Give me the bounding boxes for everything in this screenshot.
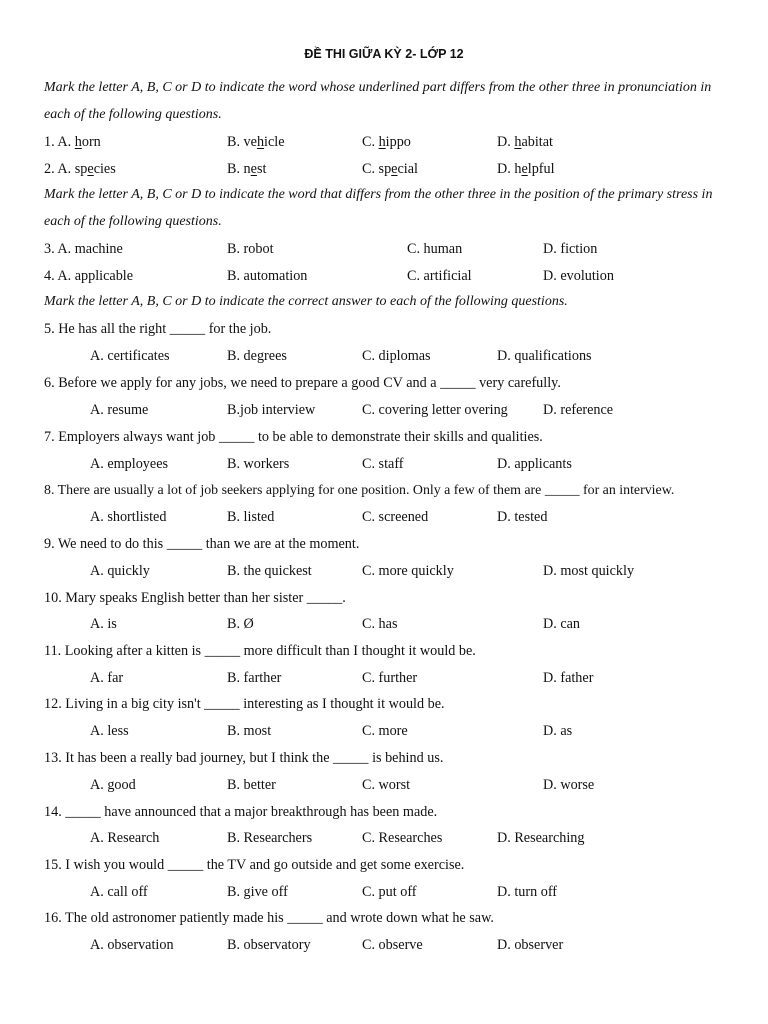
option-d: D. worse <box>543 777 595 793</box>
option-a: A. quickly <box>90 563 150 579</box>
option-a: 1. A. horn <box>44 134 101 150</box>
question-16-stem: 16. The old astronomer patiently made his _____ and wrote down what he saw. <box>44 910 494 926</box>
option-a: A. shortlisted <box>90 509 167 525</box>
question-14-stem: 14. _____ have announced that a major breakthrough has been made. <box>44 804 438 820</box>
option-c: C. special <box>362 161 418 177</box>
question-10-stem: 10. Mary speaks English better than her sister _____. <box>44 590 346 606</box>
option-a: 3. A. machine <box>44 241 123 257</box>
option-b: B.job interview <box>227 402 316 418</box>
option-a: A. resume <box>90 402 149 418</box>
option-c: C. screened <box>362 509 429 525</box>
underlined-part: e <box>87 161 94 177</box>
option-a: A. certificates <box>90 348 170 364</box>
question-12-stem: 12. Living in a big city isn't _____ interesting as I thought it would be. <box>44 696 445 712</box>
option-b: B. nest <box>227 161 267 177</box>
option-b: B. give off <box>227 884 288 900</box>
option-a: A. is <box>90 616 117 632</box>
option-d: D. applicants <box>497 456 572 472</box>
question-7-stem: 7. Employers always want job _____ to be able to demonstrate their skills and qualities. <box>44 429 543 445</box>
option-b: B. degrees <box>227 348 287 364</box>
underlined-part: h <box>378 134 386 150</box>
option-d: D. Researching <box>497 830 585 846</box>
option-c: C. more <box>362 723 408 739</box>
question-6-stem: 6. Before we apply for any jobs, we need to prepare a good CV and a _____ very carefully. <box>44 375 561 391</box>
question-13-stem: 13. It has been a really bad journey, but I think the _____ is behind us. <box>44 750 444 766</box>
option-d: D. turn off <box>497 884 558 900</box>
option-c: C. diplomas <box>362 348 431 364</box>
option-b: B. better <box>227 777 276 793</box>
option-b: B. robot <box>227 241 274 257</box>
option-b: B. farther <box>227 670 282 686</box>
underlined-part: e <box>250 161 257 177</box>
option-a: A. observation <box>90 937 174 953</box>
option-a: A. less <box>90 723 129 739</box>
option-d: D. habitat <box>497 134 553 150</box>
option-c: C. hippo <box>362 134 411 150</box>
option-c: C. covering letter overing <box>362 402 508 418</box>
option-b: B. listed <box>227 509 275 525</box>
option-b: B. vehicle <box>227 134 285 150</box>
instruction-correct-answer: Mark the letter A, B, C or D to indicate the correct answer to each of the following questions. <box>44 294 568 309</box>
option-a: A. far <box>90 670 124 686</box>
question-11-stem: 11. Looking after a kitten is _____ more difficult than I thought it would be. <box>44 643 476 659</box>
underlined-part: h <box>514 134 522 150</box>
instruction-pronunciation: Mark the letter A, B, C or D to indicate the word whose underlined part differs from the other three in pronunciation in each of the following questions. <box>44 80 712 122</box>
option-b: B. automation <box>227 268 308 284</box>
question-8-stem: 8. There are usually a lot of job seekers applying for one position. Only a few of them are _____ for an interview. <box>44 483 675 498</box>
option-d: D. father <box>543 670 594 686</box>
question-9-stem: 9. We need to do this _____ than we are at the moment. <box>44 536 360 552</box>
option-b: B. the quickest <box>227 563 312 579</box>
option-a: A. Research <box>90 830 160 846</box>
option-c: C. Researches <box>362 830 443 846</box>
question-15-stem: 15. I wish you would _____ the TV and go outside and get some exercise. <box>44 857 465 873</box>
option-c: C. worst <box>362 777 411 793</box>
option-c: C. staff <box>362 456 404 472</box>
option-d: D. reference <box>543 402 614 418</box>
option-d: D. can <box>543 616 581 632</box>
option-c: C. further <box>362 670 418 686</box>
option-a: A. call off <box>90 884 148 900</box>
option-d: D. qualifications <box>497 348 592 364</box>
option-d: D. as <box>543 723 573 739</box>
option-d: D. tested <box>497 509 548 525</box>
underlined-part: h <box>256 134 265 150</box>
option-a: A. employees <box>90 456 169 472</box>
question-5-stem: 5. He has all the right _____ for the job. <box>44 321 272 337</box>
option-d: D. helpful <box>497 161 555 177</box>
option-c: C. has <box>362 616 398 632</box>
underlined-part: e <box>521 161 528 177</box>
instruction-stress: Mark the letter A, B, C or D to indicate the word that differs from the other three in the position of the primary stress in each of the following questions. <box>44 187 713 229</box>
option-a: A. good <box>90 777 136 793</box>
underlined-part: h <box>74 134 82 150</box>
option-c: C. put off <box>362 884 417 900</box>
option-d: D. most quickly <box>543 563 635 579</box>
option-c: C. more quickly <box>362 563 454 579</box>
option-a: 2. A. species <box>44 161 116 177</box>
option-d: D. fiction <box>543 241 598 257</box>
option-b: B. observatory <box>227 937 311 953</box>
option-a: 4. A. applicable <box>44 268 134 284</box>
option-b: B. Researchers <box>227 830 313 846</box>
option-d: D. observer <box>497 937 564 953</box>
option-b: B. Ø <box>227 616 254 632</box>
option-c: C. artificial <box>407 268 472 284</box>
page-title: ĐỀ THI GIỮA KỲ 2- LỚP 12 <box>304 47 464 61</box>
option-b: B. most <box>227 723 272 739</box>
option-c: C. observe <box>362 937 423 953</box>
underlined-part: e <box>391 161 398 177</box>
option-c: C. human <box>407 241 463 257</box>
option-d: D. evolution <box>543 268 614 284</box>
option-b: B. workers <box>227 456 290 472</box>
